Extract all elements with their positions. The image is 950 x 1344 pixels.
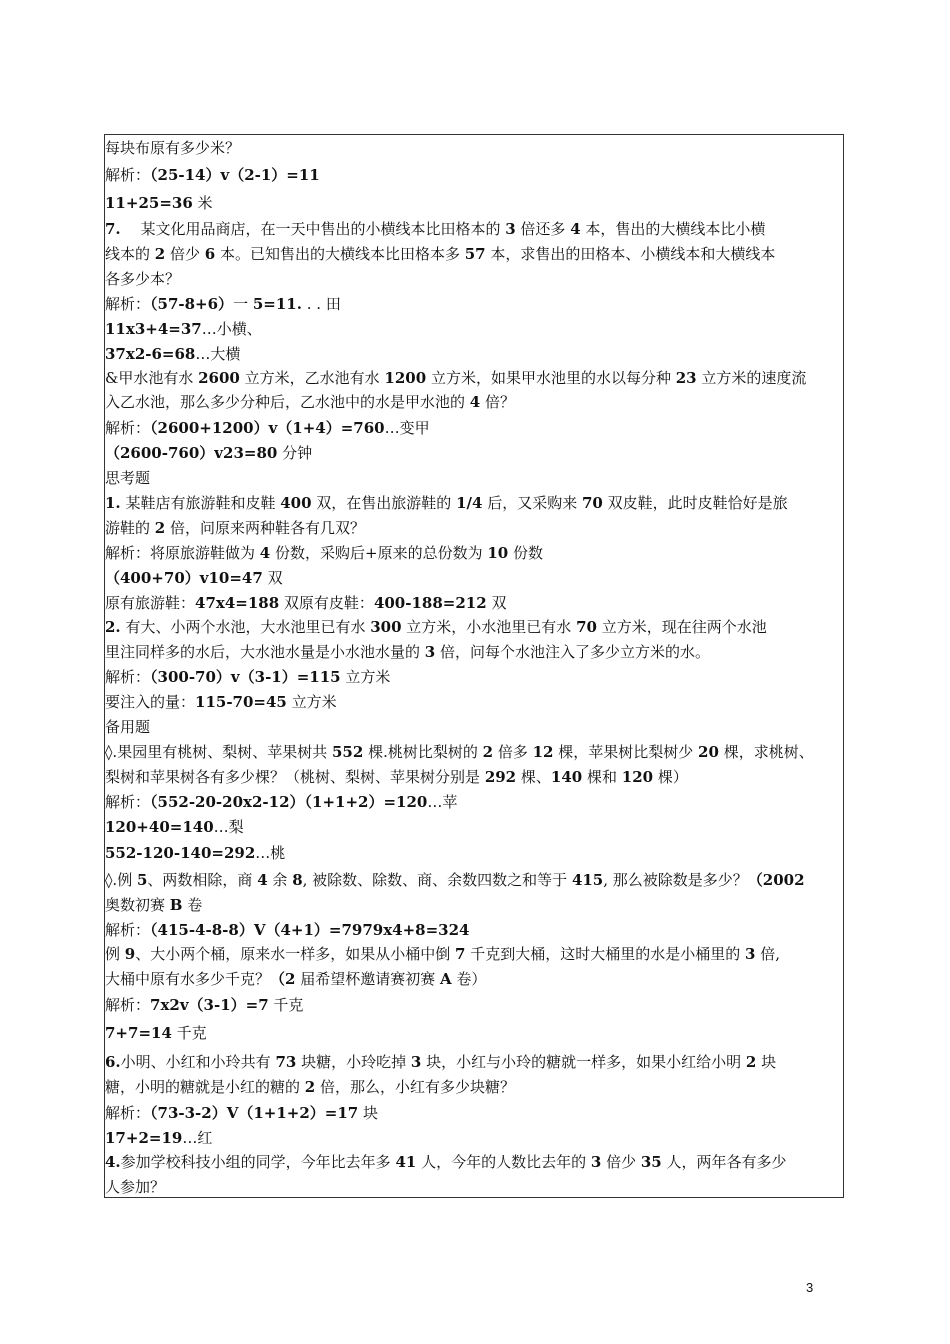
- text-line: 备用题: [105, 718, 151, 736]
- text-line: 解析：7x2v（3-1）=7 千克: [105, 996, 304, 1014]
- text-line: &甲水池有水 2600 立方米，乙水池有水 1200 立方米，如果甲水池里的水以每分种 23 立方米的速度流: [105, 369, 807, 387]
- text-line: 2. 有大、小两个水池，大水池里已有水 300 立方米，小水池里已有水 70 立方米，现在往两个水池: [105, 618, 767, 636]
- text-line: 里注同样多的水后，大水池水量是小水池水量的 3 倍，问每个水池注入了多少立方米的水。: [105, 643, 710, 661]
- text-line: 线本的 2 倍少 6 本。已知售出的大横线本比田格本多 57 本，求售出的田格本、小横线本和大横线本: [105, 245, 776, 263]
- text-line: 解析：（25-14）v（2-1）=11: [105, 166, 320, 184]
- text-line: 大桶中原有水多少千克？（2 届希望杯邀请赛初赛 A 卷）: [105, 970, 487, 988]
- text-line: 1. 某鞋店有旅游鞋和皮鞋 400 双，在售出旅游鞋的 1/4 后，又采购来 70 双皮鞋，此时皮鞋恰好是旅: [105, 494, 788, 512]
- text-line: 解析：（552-20-20x2-12）（1+1+2）=120…苹: [105, 793, 458, 811]
- text-line: 7+7=14 千克: [105, 1024, 207, 1042]
- text-line: 37x2-6=68…大横: [105, 345, 241, 363]
- text-line: ◊.例 5、两数相除，商 4 余 8, 被除数、除数、商、余数四数之和等于 415, 那么被除数是多少？（2002: [105, 871, 805, 889]
- text-line: （400+70）v10=47 双: [105, 569, 283, 587]
- text-line: 解析：（73-3-2）V（1+1+2）=17 块: [105, 1104, 379, 1122]
- text-line: 6.小明、小红和小玲共有 73 块糖，小玲吃掉 3 块，小红与小玲的糖就一样多，如果小红给小明 2 块: [105, 1053, 777, 1071]
- text-line: 入乙水池，那么多少分种后，乙水池中的水是甲水池的 4 倍？: [105, 393, 515, 411]
- text-line: 人参加？: [105, 1178, 166, 1196]
- text-line: 解析：（2600+1200）v（1+4）=760…变甲: [105, 419, 430, 437]
- text-line: 4.参加学校科技小组的同学，今年比去年多 41 人，今年的人数比去年的 3 倍少 35 人，两年各有多少: [105, 1153, 787, 1171]
- text-line: 11+25=36 米: [105, 194, 213, 212]
- text-line: 梨树和苹果树各有多少棵？（桃树、梨树、苹果树分别是 292 棵、140 棵和 120 棵）: [105, 768, 688, 786]
- text-line: （2600-760）v23=80 分钟: [105, 444, 313, 462]
- text-line: 例 9、大小两个桶，原来水一样多，如果从小桶中倒 7 千克到大桶，这时大桶里的水是小桶里的 3 倍,: [105, 945, 780, 963]
- text-line: 思考题: [105, 469, 151, 487]
- text-line: 11x3+4=37…小横、: [105, 320, 262, 338]
- text-line: 120+40=140…梨: [105, 818, 244, 836]
- text-line: 游鞋的 2 倍，问原来两种鞋各有几双？: [105, 519, 365, 537]
- text-line: 552-120-140=292…桃: [105, 844, 286, 862]
- text-line: 糖，小明的糖就是小红的糖的 2 倍，那么，小红有多少块糖？: [105, 1078, 515, 1096]
- text-line: 17+2=19…红: [105, 1129, 213, 1147]
- text-line: 奥数初赛 B 卷: [105, 896, 203, 914]
- text-line: 各多少本？: [105, 270, 181, 288]
- text-line: 7. 某文化用品商店，在一天中售出的小横线本比田格本的 3 倍还多 4 本，售出的大横线本比小横: [105, 220, 766, 238]
- text-line: 要注入的量：115-70=45 立方米: [105, 693, 337, 711]
- text-line: 解析：将原旅游鞋做为 4 份数，采购后+原来的总份数为 10 份数: [105, 544, 544, 562]
- text-line: ◊.果园里有桃树、梨树、苹果树共 552 棵.桃树比梨树的 2 倍多 12 棵，苹果树比梨树少 20 棵，求桃树、: [105, 743, 814, 761]
- text-line: 原有旅游鞋：47x4=188 双原有皮鞋：400-188=212 双: [105, 594, 507, 612]
- page-number: 3: [806, 1280, 814, 1295]
- text-line: 解析：（300-70）v（3-1）=115 立方米: [105, 668, 391, 686]
- text-line: 解析：（57-8+6）一 5=11. . . 田: [105, 295, 341, 313]
- text-line: 每块布原有多少米？: [105, 139, 241, 157]
- text-line: 解析：（415-4-8-8）V（4+1）=7979x4+8=324: [105, 921, 470, 939]
